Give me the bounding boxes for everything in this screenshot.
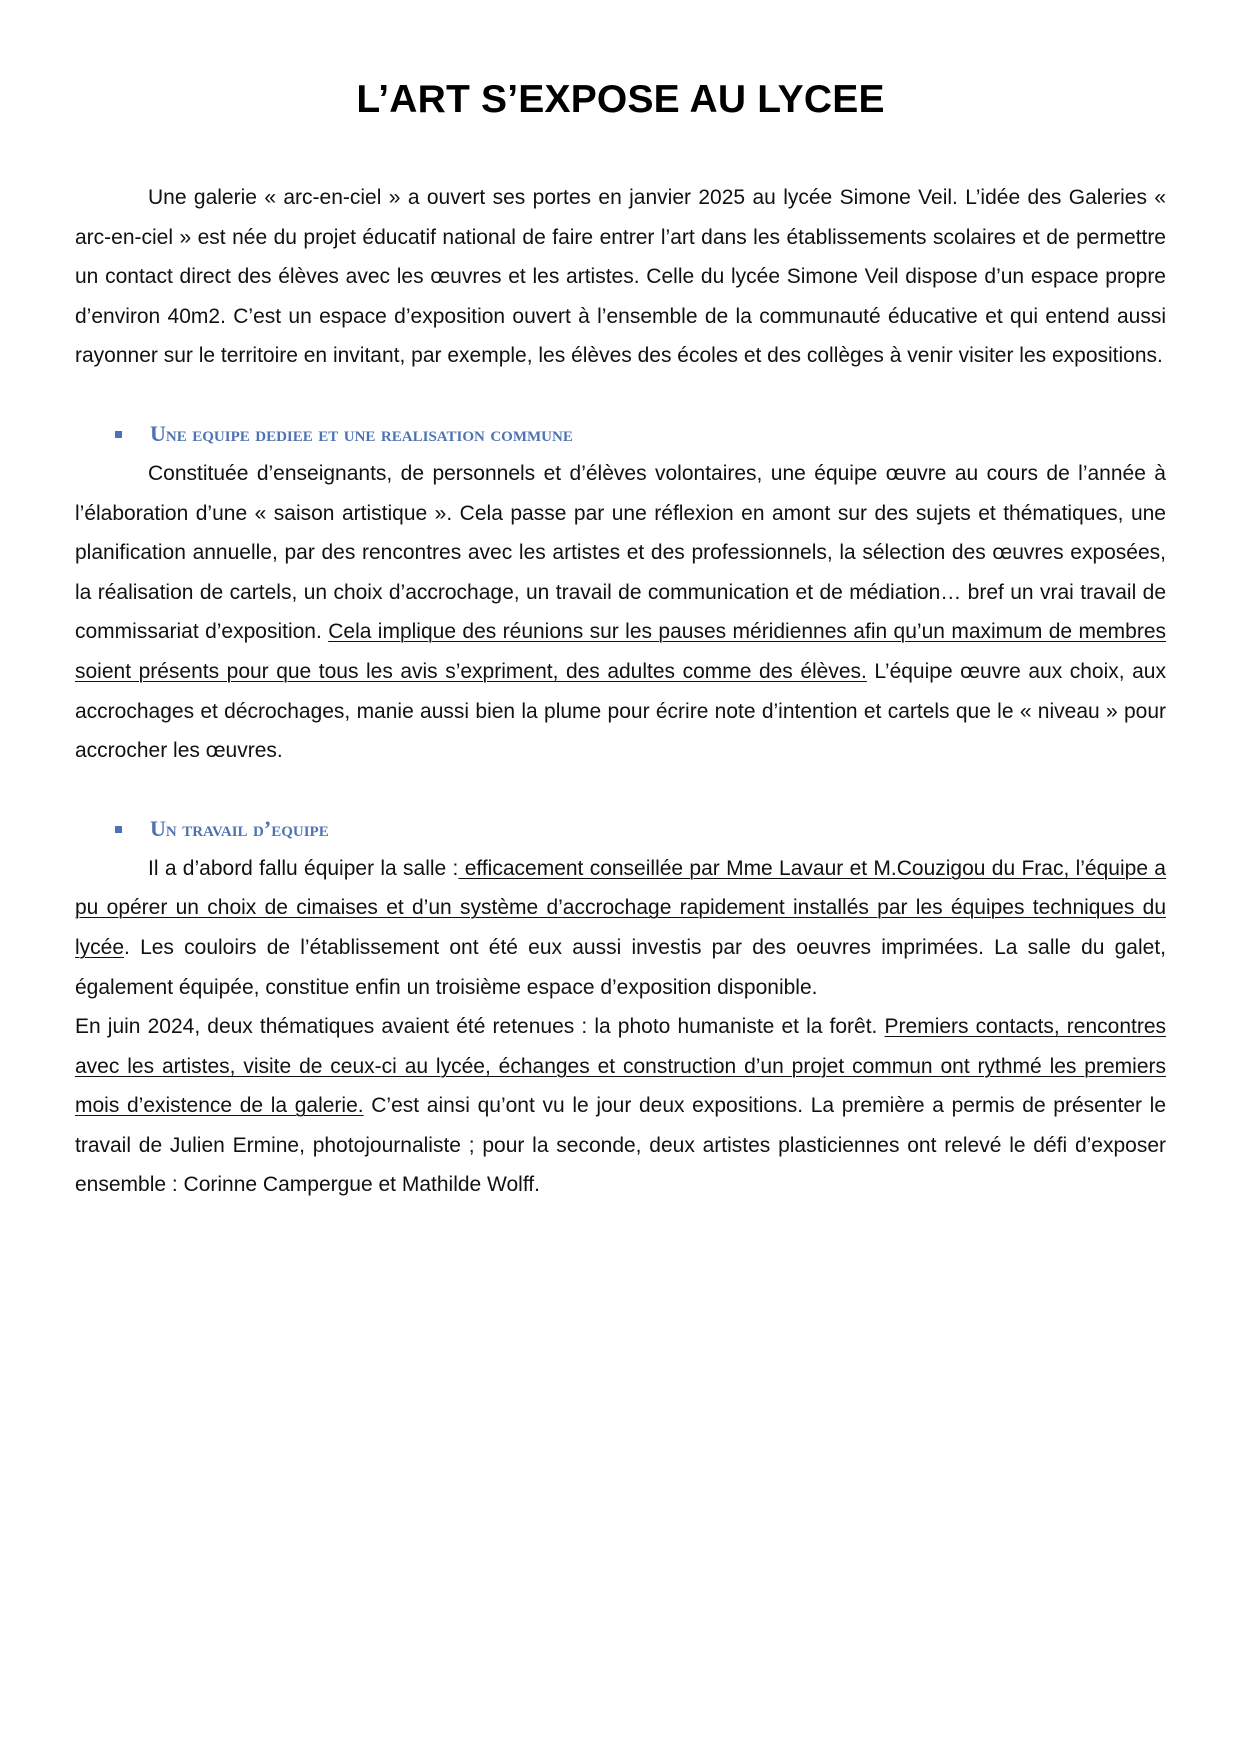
- section-heading-text: Une equipe dediee et une realisation commune: [150, 420, 573, 446]
- section-heading-equipe-dediee: [75, 414, 1166, 454]
- section1-paragraph: [75, 454, 1166, 771]
- section2-p1-text-part2: . Les couloirs de l’établissement ont été eux aussi investis par des oeuvres imprimées. La salle du galet, également équipée, constitue enfin un troisième espace d’exposition disponible.: [75, 935, 1166, 999]
- section2-p2-underlined-text: Premiers contacts, rencontres avec les artistes, visite de ceux-ci au lycée, échanges et construction d’un projet commun ont rythmé les premiers mois d’existence de la galerie.: [75, 1015, 1167, 1118]
- section2-p1-text-part1: Il a d’abord fallu équiper la salle :: [148, 856, 459, 880]
- section1-underlined-text: Cela implique des réunions sur les pauses méridiennes afin qu’un maximum de membres soient présents pour que tous les avis s’expriment, des adultes comme des élèves.: [75, 620, 1166, 683]
- square-bullet-icon: [115, 431, 122, 438]
- section2-p1-underlined-text: efficacement conseillée par Mme Lavaur et M.Couzigou du Frac, l’équipe a pu opérer un choix de cimaises et d’un système d’accrochage rapidement installés par les équipes techniques du lycée: [75, 856, 1166, 959]
- intro-paragraph: Une galerie « arc-en-ciel » a ouvert ses portes en janvier 2025 au lycée Simone Veil. L’idée des Galeries « arc-en-ciel » est née du projet éducatif national de faire entrer l’art dans les établissements scolaires et de permettre un contact direct des élèves avec les œuvres et les artistes. Celle du lycée Simone Veil dispose d’un espace propre d’environ 40m2. C’est un espace d’exposition ouvert à l’ensemble de la communauté éducative et qui entend aussi rayonner sur le territoire en invitant, par exemple, les élèves des écoles et des collèges à venir visiter les expositions.: [75, 186, 1166, 368]
- document-page: [75, 0, 1166, 1205]
- section2-p2-text-part1: En juin 2024, deux thématiques avaient été retenues : la photo humaniste et la forêt.: [75, 1015, 885, 1039]
- page-title: L’ART S’EXPOSE AU LYCEE: [356, 78, 885, 121]
- section2-paragraph-2: [75, 1007, 1166, 1205]
- section2-p2-text-part2: C’est ainsi qu’ont vu le jour deux expositions. La première a permis de présenter le travail de Julien Ermine, photojournaliste ; pour la seconde, deux artistes plasticiennes ont relevé le défi d’exposer ensemble : Corinne Campergue et Mathilde Wolff.: [75, 1094, 1166, 1197]
- section2-paragraph-1: [75, 849, 1166, 1007]
- section-heading-travail-equipe: [75, 809, 1166, 849]
- section-heading-text: Un travail d’equipe: [150, 815, 329, 841]
- square-bullet-icon: [115, 826, 122, 833]
- section1-text-part1: Constituée d’enseignants, de personnels et d’élèves volontaires, une équipe œuvre au cours de l’année à l’élaboration d’une « saison artistique ». Cela passe par une réflexion en amont sur des sujets et thématiques, une planification annuelle, par des rencontres avec les artistes et des professionnels, la sélection des œuvres exposées, la réalisation de cartels, un choix d’accrochage, un travail de communication et de médiation… bref un vrai travail de commissariat d’exposition.: [75, 461, 1166, 644]
- section1-text-part2: L’équipe œuvre aux choix, aux accrochages et décrochages, manie aussi bien la plume pour écrire note d’intention et cartels que le « niveau » pour accrocher les œuvres.: [75, 659, 1166, 763]
